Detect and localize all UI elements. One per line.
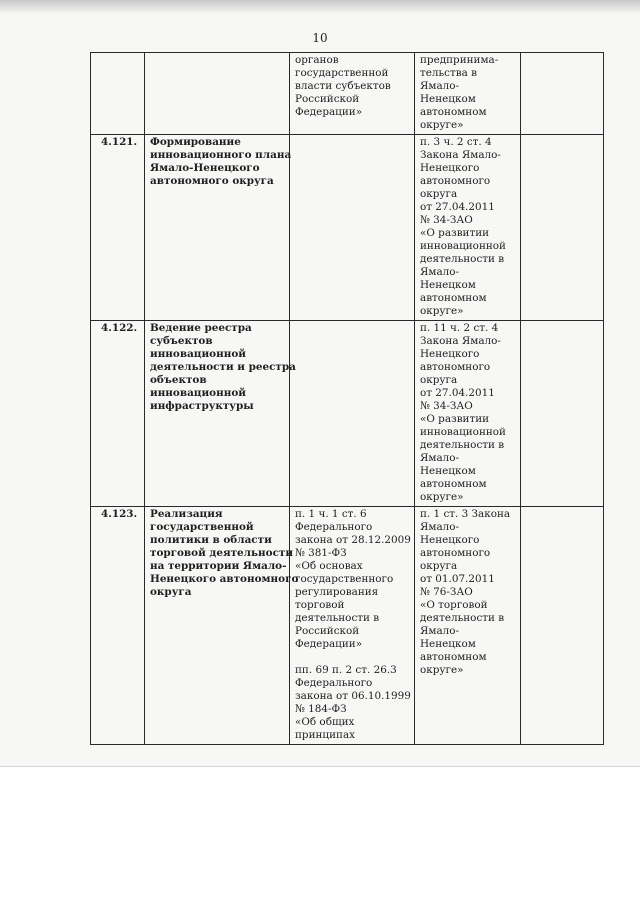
- text-line: № 34-ЗАО: [420, 400, 473, 412]
- text-line: Формирование: [150, 136, 241, 148]
- text-line: Ненецкого: [420, 348, 480, 360]
- text-line: автономного: [420, 361, 491, 373]
- text-line: Ямало-: [420, 625, 460, 637]
- note-cell: [521, 53, 604, 135]
- text-line: автономного: [420, 547, 491, 559]
- table-row: [91, 507, 604, 745]
- text-line: деятельности в: [295, 612, 380, 624]
- text-line: государственного: [295, 573, 394, 585]
- text-line: Ведение реестра: [150, 322, 252, 334]
- text-line: инновационного плана: [150, 149, 292, 161]
- text-line: округа: [150, 586, 192, 598]
- text-line: торговой деятельности: [150, 547, 294, 559]
- text-line: тельства в: [420, 67, 477, 79]
- regional-basis: [415, 321, 521, 507]
- text-line: Закона Ямало-: [420, 149, 501, 161]
- row-number: 4.121.: [91, 135, 145, 321]
- text-line: Ненецком: [420, 465, 476, 477]
- text-line: торговой: [295, 599, 345, 611]
- authority-table: [90, 52, 604, 745]
- text-line: Ненецком: [420, 279, 476, 291]
- text-line: инновационной: [420, 426, 506, 438]
- text-line: автономного округа: [150, 175, 274, 187]
- text-line: Ненецком: [420, 93, 476, 105]
- text-line: п. 1 ч. 1 ст. 6: [295, 508, 367, 520]
- text-line: Федерального: [295, 677, 373, 689]
- text-line: Ямало-: [420, 521, 460, 533]
- federal-basis: [290, 135, 415, 321]
- text-line: от 27.04.2011: [420, 201, 495, 213]
- text-line: автономном: [420, 651, 487, 663]
- row-number: 4.123.: [91, 507, 145, 745]
- text-line: автономном: [420, 106, 487, 118]
- text-line: округа: [420, 560, 458, 572]
- text-line: Российской: [295, 625, 360, 637]
- table-row: [91, 53, 604, 135]
- paragraph-gap: [295, 651, 410, 664]
- text-line: инфраструктуры: [150, 400, 254, 412]
- text-line: деятельности и реестра: [150, 361, 296, 373]
- text-line: государственной: [295, 67, 389, 79]
- text-line: автономном: [420, 478, 487, 490]
- regional-basis: [415, 507, 521, 745]
- federal-basis: [290, 507, 415, 745]
- text-line: инновационной: [150, 387, 246, 399]
- text-line: № 381-ФЗ: [295, 547, 347, 559]
- text-line: Ненецкого: [420, 162, 480, 174]
- text-line: п. 1 ст. 3 Закона: [420, 508, 511, 520]
- text-line: от 27.04.2011: [420, 387, 495, 399]
- text-line: закона от 28.12.2009: [295, 534, 411, 546]
- text-line: от 01.07.2011: [420, 573, 495, 585]
- text-line: Закона Ямало-: [420, 335, 501, 347]
- text-line: Ямало-: [420, 80, 460, 92]
- text-line: Федерации»: [295, 638, 363, 650]
- text-line: округе»: [420, 119, 464, 131]
- regional-basis: [415, 135, 521, 321]
- text-line: Федерации»: [295, 106, 363, 118]
- row-number: [91, 53, 145, 135]
- text-line: политики в области: [150, 534, 272, 546]
- text-line: органов: [295, 54, 339, 66]
- text-line: закона от 06.10.1999: [295, 690, 411, 702]
- text-line: № 76-ЗАО: [420, 586, 473, 598]
- text-line: деятельности в: [420, 253, 505, 265]
- text-line: автономном: [420, 292, 487, 304]
- text-line: Ненецкого автономного: [150, 573, 299, 585]
- text-line: субъектов: [150, 335, 213, 347]
- row-number: 4.122.: [91, 321, 145, 507]
- note-cell: [521, 507, 604, 745]
- note-cell: [521, 135, 604, 321]
- text-line: Федерального: [295, 521, 373, 533]
- text-line: № 34-ЗАО: [420, 214, 473, 226]
- text-line: округа: [420, 374, 458, 386]
- text-line: государственной: [150, 521, 254, 533]
- text-line: Реализация: [150, 508, 223, 520]
- authority-name: [145, 135, 290, 321]
- text-line: округе»: [420, 305, 464, 317]
- federal-basis: [290, 321, 415, 507]
- text-line: «О развитии: [420, 227, 490, 239]
- table-row: [91, 135, 604, 321]
- note-cell: [521, 321, 604, 507]
- text-line: деятельности в: [420, 439, 505, 451]
- authority-name: [145, 53, 290, 135]
- text-line: Ямало-Ненецкого: [150, 162, 260, 174]
- text-line: «О торговой: [420, 599, 488, 611]
- authority-name: [145, 507, 299, 745]
- text-line: Ненецком: [420, 638, 476, 650]
- text-line: объектов: [150, 374, 207, 386]
- text-line: «Об основах: [295, 560, 363, 572]
- page-number: 10: [312, 31, 328, 45]
- text-line: округе»: [420, 491, 464, 503]
- text-line: округа: [420, 188, 458, 200]
- federal-basis: [290, 53, 415, 135]
- text-line: «О развитии: [420, 413, 490, 425]
- regional-basis: [415, 53, 521, 135]
- text-line: «Об общих: [295, 716, 355, 728]
- text-line: на территории Ямало-: [150, 560, 287, 572]
- text-line: пп. 69 п. 2 ст. 26.3: [295, 664, 397, 676]
- text-line: принципах: [295, 729, 356, 741]
- text-line: п. 11 ч. 2 ст. 4: [420, 322, 499, 334]
- text-line: Ненецкого: [420, 534, 480, 546]
- scan-edge-shadow: [0, 0, 640, 14]
- text-line: инновационной: [150, 348, 246, 360]
- text-line: Ямало-: [420, 266, 460, 278]
- text-line: Российской: [295, 93, 360, 105]
- text-line: Ямало-: [420, 452, 460, 464]
- text-line: власти субъектов: [295, 80, 391, 92]
- text-line: п. 3 ч. 2 ст. 4: [420, 136, 492, 148]
- text-line: автономного: [420, 175, 491, 187]
- text-line: деятельности в: [420, 612, 505, 624]
- text-line: регулирования: [295, 586, 379, 598]
- authority-name: [145, 321, 296, 507]
- text-line: № 184-ФЗ: [295, 703, 347, 715]
- table-row: [91, 321, 604, 507]
- text-line: округе»: [420, 664, 464, 676]
- text-line: инновационной: [420, 240, 506, 252]
- text-line: предпринима-: [420, 54, 499, 66]
